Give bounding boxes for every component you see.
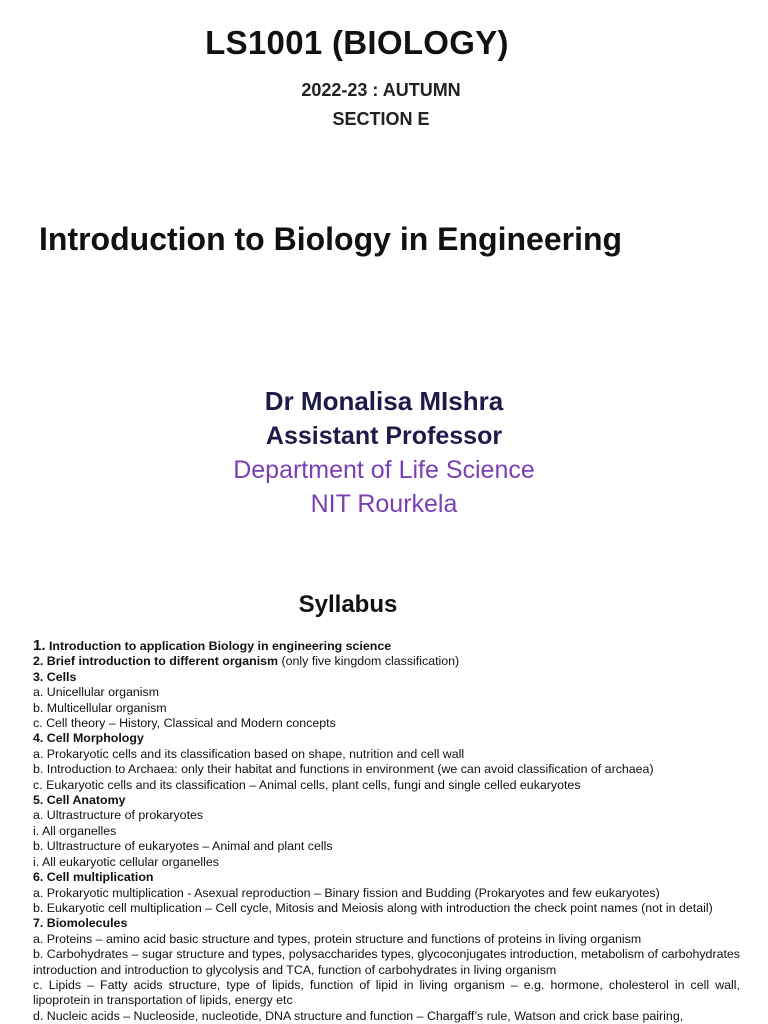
syllabus-heading-item: 5. Cell Anatomy — [33, 793, 126, 808]
item-number: 1. — [33, 637, 46, 654]
session-label: 2022-23 : AUTUMN — [301, 80, 461, 100]
syllabus-subitem: b. Multicellular organism — [33, 700, 167, 715]
syllabus-subitem: b. Introduction to Archaea: only their habitat and functions in environment (we can avoid classification of archaea) — [33, 762, 654, 777]
intro-title: Introduction to Biology in Engineering — [39, 221, 623, 257]
author-institute: NIT Rourkela — [310, 490, 458, 518]
syllabus-subitem: a. Proteins – amino acid basic structure and types, protein structure and functions of proteins in living organism — [33, 931, 642, 946]
syllabus-heading-item: 7. Biomolecules — [33, 916, 128, 931]
item-text: Introduction to application Biology in engineering science — [48, 639, 392, 653]
syllabus-subitem: b. Ultrastructure of eukaryotes – Animal and plant cells — [33, 839, 333, 854]
author-name: Dr Monalisa MIshra — [264, 386, 504, 416]
section-label: SECTION E — [332, 109, 430, 129]
syllabus-subitem: i. All eukaryotic cellular organelles — [33, 854, 219, 869]
syllabus-heading: Syllabus — [298, 591, 398, 618]
syllabus-subitem: b. Carbohydrates – sugar structure and types, polysaccharides types, glycoconjugates introduction, metabolism of carbohydrates introduction and introduction to glycolysis and TCA, function of carbohydrates in living organism — [33, 947, 740, 977]
syllabus-subitem: i. All organelles — [33, 823, 117, 838]
syllabus-heading-item: 4. Cell Morphology — [33, 731, 144, 746]
author-role: Assistant Professor — [265, 422, 503, 450]
syllabus-subitem: c. Lipids – Fatty acids structure, type of lipids, function of lipid in living organism – e.g. hormone, cholesterol in cell wall, lipoprotein in transportation of lipids, energy etc — [33, 977, 740, 1008]
syllabus-heading-item: 3. Cells — [33, 669, 77, 684]
syllabus-subitem: a. Unicellular organism — [33, 685, 160, 700]
syllabus-subitem: b. Eukaryotic cell multiplication – Cell cycle, Mitosis and Meiosis along with introduction the check point names (not in detail) — [33, 900, 713, 915]
syllabus-subitem: a. Ultrastructure of prokaryotes — [33, 808, 204, 823]
syllabus-item — [33, 638, 740, 654]
syllabus-subitem: d. Nucleic acids – Nucleoside, nucleotide, DNA structure and function – Chargaff’s rule, Watson and crick base pairing, — [33, 1008, 684, 1023]
syllabus-list — [33, 638, 740, 1024]
item-text: (only five kingdom classification) — [278, 654, 460, 669]
item-heading: 2. Brief introduction to different organism — [33, 654, 279, 669]
syllabus-subitem: a. Prokaryotic cells and its classification based on shape, nutrition and cell wall — [33, 746, 465, 761]
syllabus-subitem: a. Prokaryotic multiplication - Asexual reproduction – Binary fission and Budding (Prokaryotes and few eukaryotes) — [33, 885, 660, 900]
syllabus-subitem: c. Cell theory – History, Classical and Modern concepts — [33, 716, 336, 731]
author-department: Department of Life Science — [233, 456, 535, 484]
syllabus-subitem: c. Eukaryotic cells and its classification – Animal cells, plant cells, fungi and single celled eukaryotes — [33, 777, 581, 792]
syllabus-heading-item: 6. Cell multiplication — [33, 870, 154, 885]
course-title: LS1001 (BIOLOGY) — [205, 24, 509, 61]
syllabus-item — [33, 654, 740, 669]
